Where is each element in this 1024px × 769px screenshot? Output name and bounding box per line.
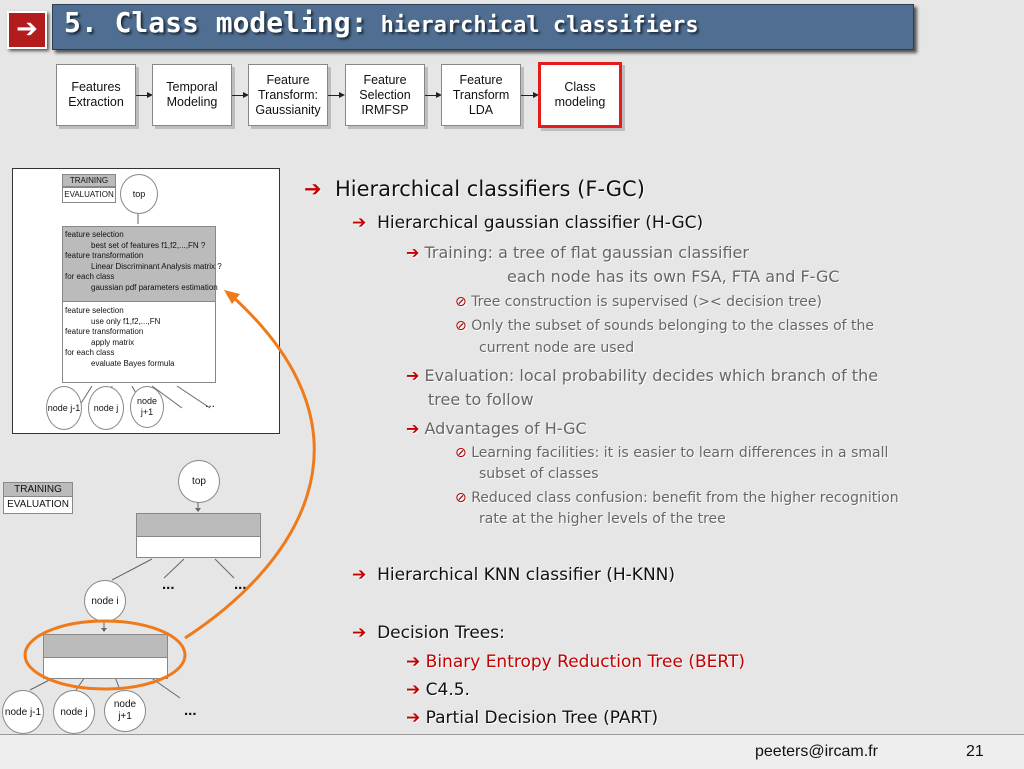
page-title [64, 6, 699, 39]
arrow-bullet-icon: ➔ [406, 708, 421, 728]
ellipsis: ... [205, 396, 216, 410]
ban-symbol-icon: ⊘ [455, 445, 467, 461]
arrow-bullet-icon: ➔ [406, 680, 421, 700]
bullet-text: Reduced class confusion: benefit from the higher recognition [471, 490, 899, 506]
arrow-bullet-icon: ➔ [406, 366, 420, 385]
bullet-reduced-cont: rate at the higher levels of the tree [479, 511, 726, 527]
node-label: node j+1 [113, 699, 137, 722]
top-node [120, 174, 158, 214]
ellipsis: ... [184, 702, 197, 719]
training-line: feature selection [65, 230, 124, 239]
pipeline-step-class-modeling [538, 62, 622, 128]
training-line: for each class [65, 272, 115, 281]
bullet-subset-cont: current node are used [479, 340, 635, 356]
evaluation-label: EVALUATION [7, 499, 69, 510]
arrow-connector [232, 95, 247, 96]
bullet-text: Evaluation: local probability decides which branch of the [424, 366, 879, 385]
arrow-bullet-icon: ➔ [352, 213, 367, 233]
eval-line: feature transformation [65, 327, 144, 336]
bullet-text: Decision Trees: [377, 623, 505, 643]
bullet-text: Hierarchical classifiers (F-GC) [334, 177, 645, 201]
eval-line: for each class [65, 348, 115, 357]
bullet-training-cont: each node has its own FSA, FTA and F-GC [507, 267, 840, 286]
step-label: Feature Transform: Gaussianity [255, 72, 321, 117]
pipeline-step-feature-transform-gaussianity [248, 64, 328, 126]
bullet-part [406, 708, 658, 728]
bullet-text: Tree construction is supervised (>< decision tree) [471, 294, 822, 310]
step-label: Feature Selection IRMFSP [359, 72, 411, 117]
step-label: Feature Transform LDA [452, 72, 510, 117]
bullet-evaluation [406, 366, 878, 385]
node-label: node j+1 [136, 396, 158, 417]
bullet-fgc [304, 177, 645, 201]
ban-symbol-icon: ⊘ [455, 294, 467, 310]
step-label: Temporal Modeling [166, 80, 218, 109]
bullet-hgc [352, 213, 703, 233]
bullet-text: Advantages of H-GC [424, 419, 587, 438]
bullet-bert [406, 652, 745, 672]
title-main: 5. Class modeling: [64, 6, 368, 39]
training-line: feature transformation [65, 251, 144, 260]
bullet-decision-trees [352, 623, 505, 643]
bullet-text: C4.5. [425, 680, 470, 700]
pipeline-step-feature-transform-lda [441, 64, 521, 126]
eval-line: apply matrix [91, 337, 135, 347]
arrow-bullet-icon: ➔ [406, 243, 420, 262]
bullet-reduced [455, 490, 899, 506]
bullet-learning-cont: subset of classes [479, 466, 599, 482]
ban-symbol-icon: ⊘ [455, 318, 467, 334]
bullet-text: Hierarchical KNN classifier (H-KNN) [377, 565, 676, 585]
bullet-tree-construction [455, 294, 822, 310]
training-tab [62, 174, 116, 187]
node-label: node i [91, 595, 119, 607]
training-line: gaussian pdf parameters estimation [91, 282, 218, 292]
training-line: Linear Discriminant Analysis matrix ? [91, 261, 222, 271]
title-sub: hierarchical classifiers [367, 13, 699, 38]
top-label: top [132, 188, 146, 199]
bullet-text: Only the subset of sounds belonging to the classes of the [471, 318, 874, 334]
bullet-text: Training: a tree of flat gaussian classifier [424, 243, 749, 262]
bullet-text: Binary Entropy Reduction Tree (BERT) [425, 652, 745, 672]
arrow-connector [425, 95, 440, 96]
top-label: top [192, 476, 206, 487]
node-label: node j [60, 706, 88, 718]
arrow-bullet-icon: ➔ [406, 419, 420, 438]
training-label: TRAINING [14, 484, 62, 495]
bullet-text: Hierarchical gaussian classifier (H-GC) [377, 213, 704, 233]
node-label: node j-1 [47, 403, 81, 413]
bullet-subset [455, 318, 874, 334]
arrow-right-icon: ➔ [7, 11, 47, 49]
training-line: best set of features f1,f2,...,FN ? [91, 240, 206, 250]
evaluation-tab [62, 187, 116, 203]
highlight-overlay [0, 280, 350, 700]
bullet-text: Partial Decision Tree (PART) [425, 708, 659, 728]
bullet-learning [455, 445, 888, 461]
bullet-text: Learning facilities: it is easier to learn differences in a small [471, 445, 889, 461]
bullet-advantages [406, 419, 587, 438]
pipeline-step-features-extraction [56, 64, 136, 126]
training-label: TRAINING [69, 176, 109, 185]
bullet-knn [352, 565, 675, 585]
arrow-connector [521, 95, 537, 96]
eval-line: evaluate Bayes formula [91, 358, 175, 368]
node-label: node j-1 [4, 706, 42, 718]
ellipsis: ... [162, 576, 175, 593]
arrow-bullet-icon: ➔ [352, 565, 367, 585]
arrow-connector [328, 95, 343, 96]
eval-line: feature selection [65, 306, 124, 315]
arrow-bullet-icon: ➔ [352, 623, 367, 643]
ellipsis: ... [234, 576, 247, 593]
ban-symbol-icon: ⊘ [455, 490, 467, 506]
page-number: 21 [966, 743, 984, 760]
eval-line: use only f1,f2,...,FN [91, 316, 161, 326]
footer-email: peeters@ircam.fr [755, 743, 878, 760]
step-label: Features Extraction [68, 80, 124, 109]
step-label: Class modeling [554, 80, 606, 109]
pipeline-step-feature-selection [345, 64, 425, 126]
bullet-training [406, 243, 749, 262]
evaluation-label: EVALUATION [64, 190, 114, 199]
node-label: node j [93, 403, 119, 413]
bullet-evaluation-cont: tree to follow [428, 390, 534, 409]
arrow-bullet-icon: ➔ [304, 177, 322, 201]
bullet-c45 [406, 680, 470, 700]
pipeline-step-temporal-modeling [152, 64, 232, 126]
arrow-connector [136, 95, 151, 96]
arrow-bullet-icon: ➔ [406, 652, 421, 672]
